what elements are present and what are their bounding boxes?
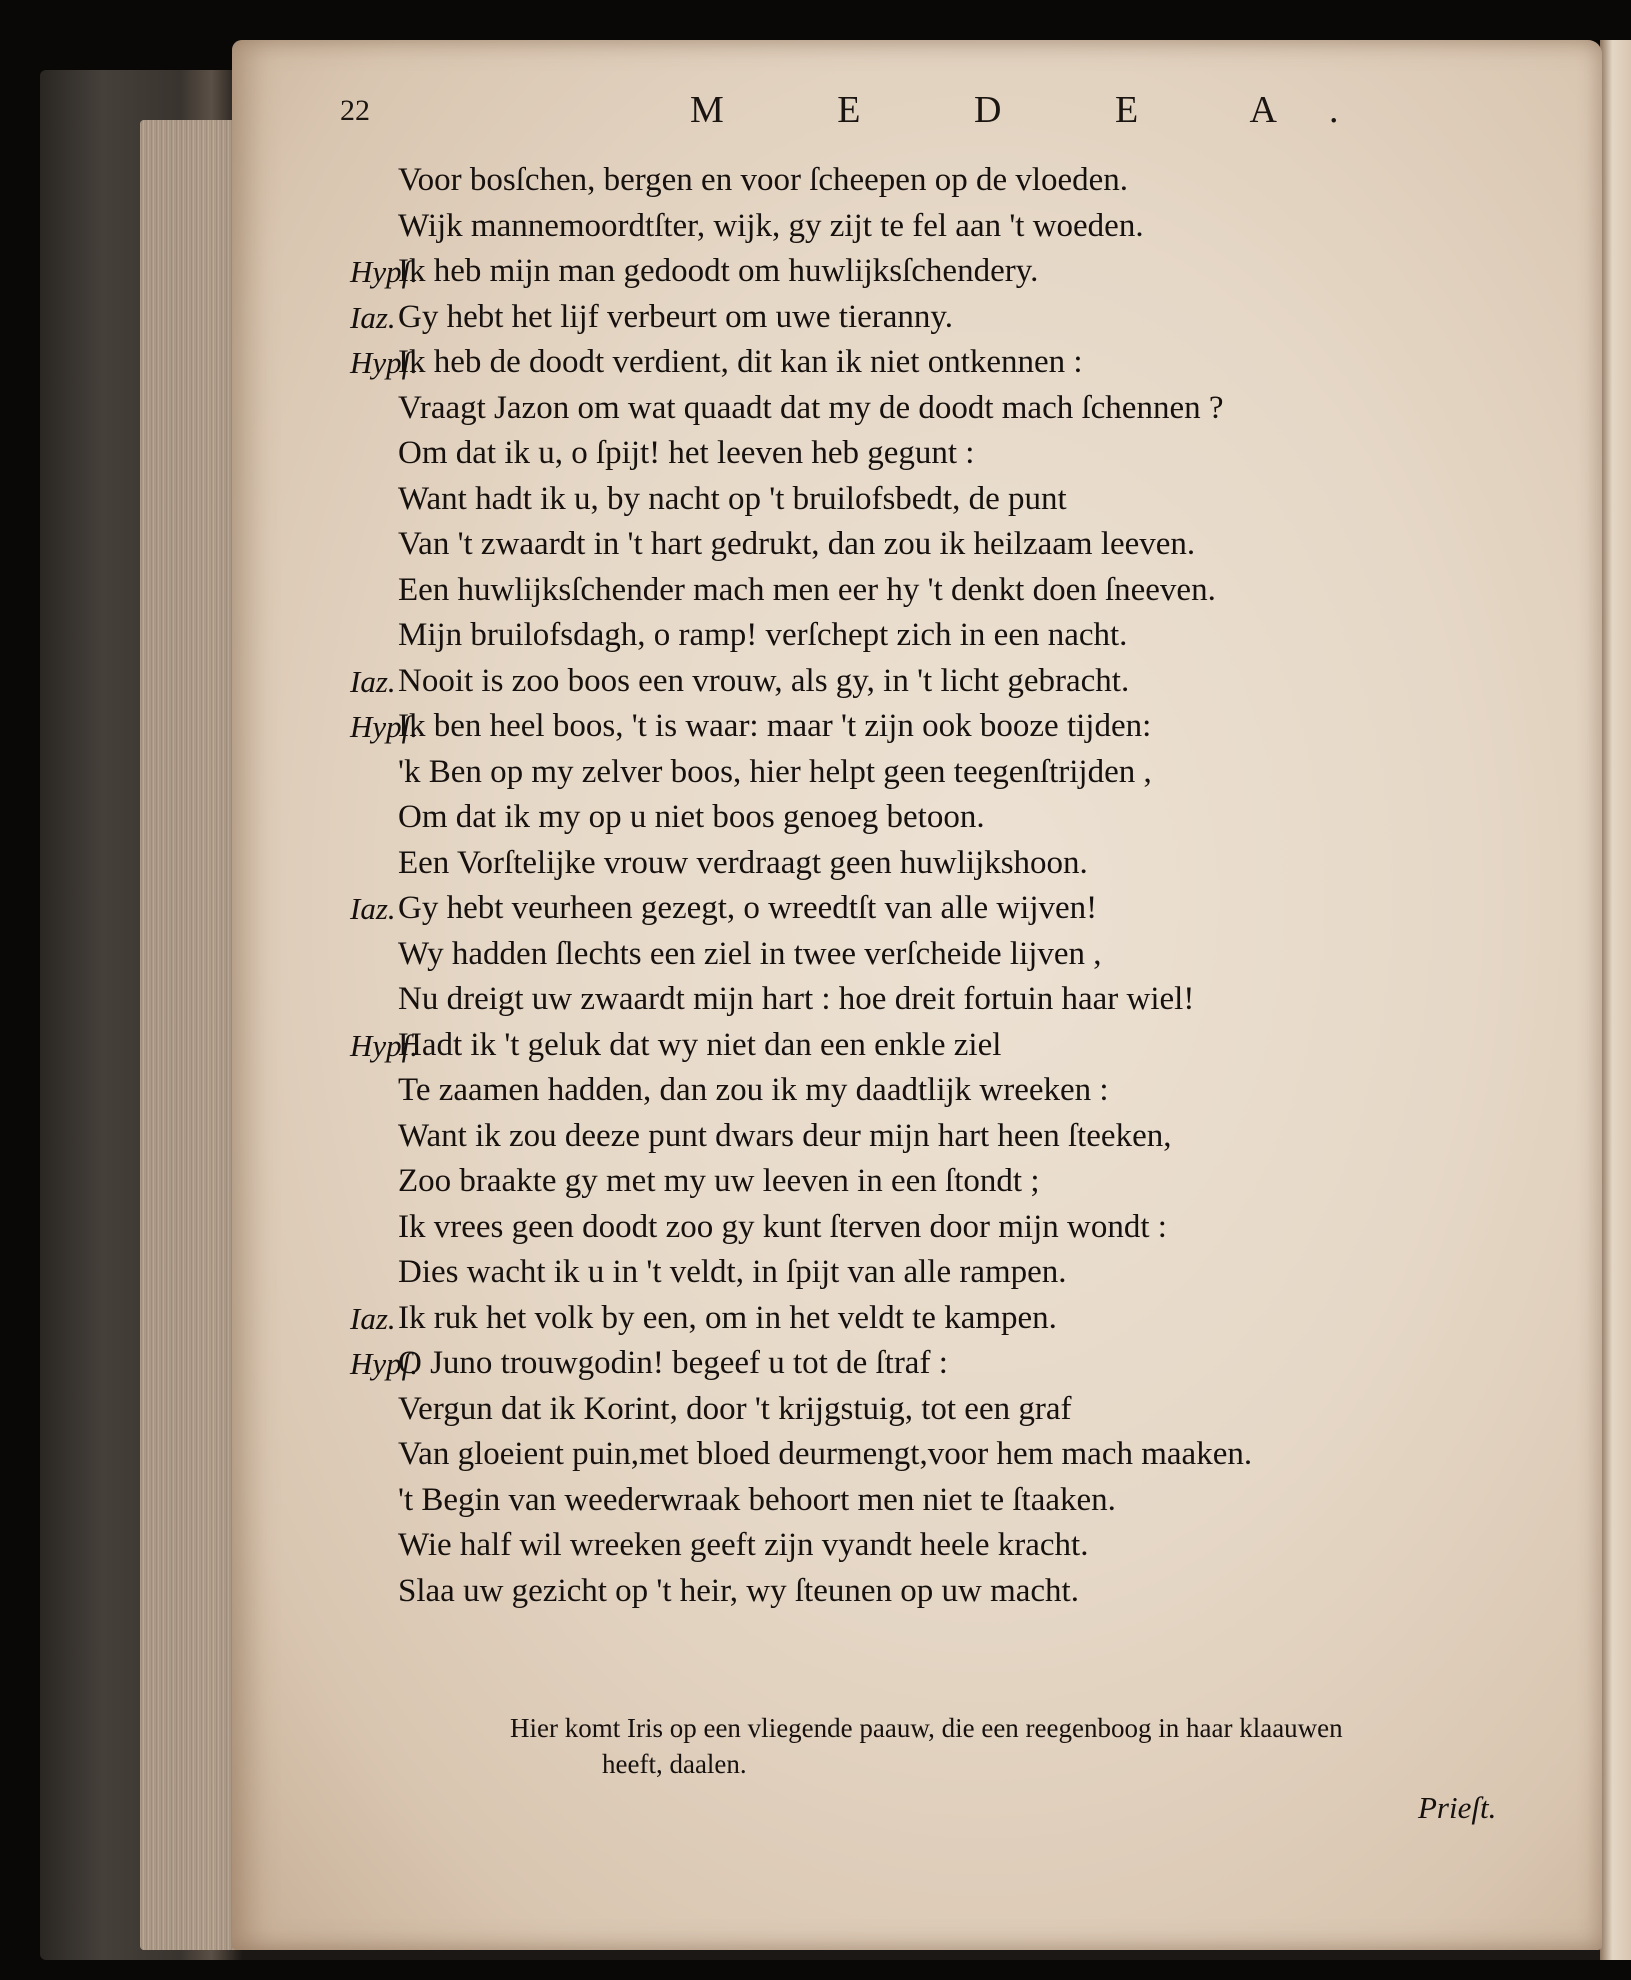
stage-direction bbox=[510, 1710, 1520, 1782]
verse-line bbox=[350, 750, 1520, 796]
verse-line bbox=[350, 1023, 1520, 1069]
verse-text: Ik heb de doodt verdient, dit kan ik niet ontkennen : bbox=[398, 344, 1083, 380]
verse-line bbox=[350, 1387, 1520, 1433]
verse-text: Mijn bruilofsdagh, o ramp! verſchept zich in een nacht. bbox=[398, 617, 1128, 653]
stage-direction-line: Hier komt Iris op een vliegende paauw, die een reegenboog in haar klaauwen bbox=[510, 1713, 1343, 1743]
verse-text: Om dat ik my op u niet boos genoeg betoon. bbox=[398, 799, 985, 835]
verse-line bbox=[350, 568, 1520, 614]
verse-line bbox=[350, 431, 1520, 477]
verse-block bbox=[350, 158, 1520, 1614]
verse-line bbox=[350, 249, 1520, 295]
verse-text: Voor bosſchen, bergen en voor ſcheepen op de vloeden. bbox=[398, 162, 1129, 198]
verse-line bbox=[350, 1205, 1520, 1251]
verse-line bbox=[350, 841, 1520, 887]
verse-line bbox=[350, 1523, 1520, 1569]
verse-line bbox=[350, 886, 1520, 932]
verse-text: Dies wacht ik u in 't veldt, in ſpijt van alle rampen. bbox=[398, 1254, 1067, 1290]
verse-line bbox=[350, 704, 1520, 750]
verse-line bbox=[350, 158, 1520, 204]
speaker-label: Hypſ. bbox=[350, 709, 419, 744]
running-title: M E D E A. bbox=[690, 89, 1391, 131]
verse-line bbox=[350, 1432, 1520, 1478]
page-number: 22 bbox=[340, 94, 370, 127]
verse-line bbox=[350, 1114, 1520, 1160]
verse-line bbox=[350, 1159, 1520, 1205]
verse-text: Te zaamen hadden, dan zou ik my daadtlijk wreeken : bbox=[398, 1072, 1109, 1108]
verse-text: Ik heb mijn man gedoodt om huwlijksſchendery. bbox=[398, 253, 1039, 289]
speaker-label: Iaz. bbox=[350, 891, 396, 926]
speaker-label: Hypſ. bbox=[350, 254, 419, 289]
speaker-label: Iaz. bbox=[350, 299, 396, 335]
speaker-label: Iaz. bbox=[350, 1300, 396, 1336]
verse-text: Om dat ik u, o ſpijt! het leeven heb gegunt : bbox=[398, 435, 975, 471]
verse-text: Hadt ik 't geluk dat wy niet dan een enkle ziel bbox=[398, 1026, 1002, 1063]
speaker-label: Iaz. bbox=[350, 663, 396, 699]
verse-line bbox=[350, 1250, 1520, 1296]
verse-line bbox=[350, 795, 1520, 841]
page-header bbox=[340, 88, 1490, 138]
verse-text: Wy hadden ſlechts een ziel in twee verſcheide lijven , bbox=[398, 935, 1102, 972]
verse-text: Zoo braakte gy met my uw leeven in een ſtondt ; bbox=[398, 1163, 1040, 1199]
speaker-label: Hypſ. bbox=[350, 1346, 419, 1381]
verse-text: O Juno trouwgodin! begeef u tot de ſtraf : bbox=[398, 1345, 948, 1381]
verse-text: Gy hebt veurheen gezegt, o wreedtſt van alle wijven! bbox=[398, 890, 1098, 926]
verse-line bbox=[350, 386, 1520, 432]
verse-text: Vergun dat ik Korint, door 't krijgstuig, tot een graf bbox=[398, 1390, 1072, 1427]
verse-text: Een huwlijksſchender mach men eer hy 't denkt doen ſneeven. bbox=[398, 571, 1216, 608]
verse-text: Vraagt Jazon om wat quaadt dat my de doodt mach ſchennen ? bbox=[398, 389, 1224, 426]
verse-text: Een Vorſtelijke vrouw verdraagt geen huwlijkshoon. bbox=[398, 844, 1088, 881]
verse-line bbox=[350, 204, 1520, 250]
verse-text: Nooit is zoo boos een vrouw, als gy, in 't licht gebracht. bbox=[398, 662, 1130, 699]
verse-line bbox=[350, 659, 1520, 705]
verse-line bbox=[350, 477, 1520, 523]
verse-text: Van gloeient puin,met bloed deurmengt,voor hem mach maaken. bbox=[398, 1436, 1253, 1472]
verse-text: Gy hebt het lijf verbeurt om uwe tieranny. bbox=[398, 298, 954, 335]
verse-line bbox=[350, 1341, 1520, 1387]
stage-direction-line: heeft, daalen. bbox=[602, 1749, 747, 1779]
speaker-label: Hypſ. bbox=[350, 345, 419, 380]
verse-text: Ik ben heel boos, 't is waar: maar 't zijn ook booze tijden: bbox=[398, 708, 1152, 744]
verse-text: Van 't zwaardt in 't hart gedrukt, dan zou ik heilzaam leeven. bbox=[398, 526, 1196, 562]
verse-line bbox=[350, 977, 1520, 1023]
verse-text: 't Begin van weederwraak behoort men niet te ſtaaken. bbox=[398, 1481, 1116, 1518]
verse-line bbox=[350, 522, 1520, 568]
verse-line bbox=[350, 1478, 1520, 1524]
verse-line bbox=[350, 1569, 1520, 1615]
verse-line bbox=[350, 1296, 1520, 1342]
verse-text: Slaa uw gezicht op 't heir, wy ſteunen op uw macht. bbox=[398, 1572, 1079, 1609]
verse-text: Wijk mannemoordtſter, wijk, gy zijt te fel aan 't woeden. bbox=[398, 207, 1144, 244]
facing-page-edge bbox=[1600, 40, 1631, 1960]
verse-text: Want ik zou deeze punt dwars deur mijn hart heen ſteeken, bbox=[398, 1117, 1172, 1154]
verse-text: Nu dreigt uw zwaardt mijn hart : hoe dreit fortuin haar wiel! bbox=[398, 981, 1195, 1017]
verse-line bbox=[350, 340, 1520, 386]
verse-text: 'k Ben op my zelver boos, hier helpt geen teegenſtrijden , bbox=[398, 753, 1152, 790]
verse-line bbox=[350, 1068, 1520, 1114]
verse-line bbox=[350, 613, 1520, 659]
verse-text: Ik vrees geen doodt zoo gy kunt ſterven door mijn wondt : bbox=[398, 1208, 1167, 1245]
verse-line bbox=[350, 932, 1520, 978]
verse-text: Wie half wil wreeken geeft zijn vyandt heele kracht. bbox=[398, 1527, 1089, 1563]
verse-text: Ik ruk het volk by een, om in het veldt te kampen. bbox=[398, 1299, 1057, 1336]
verse-text: Want hadt ik u, by nacht op 't bruilofsbedt, de punt bbox=[398, 480, 1067, 517]
verse-line bbox=[350, 295, 1520, 341]
speaker-label: Hypſ. bbox=[350, 1027, 419, 1063]
catchword: Prieſt. bbox=[1418, 1790, 1497, 1825]
